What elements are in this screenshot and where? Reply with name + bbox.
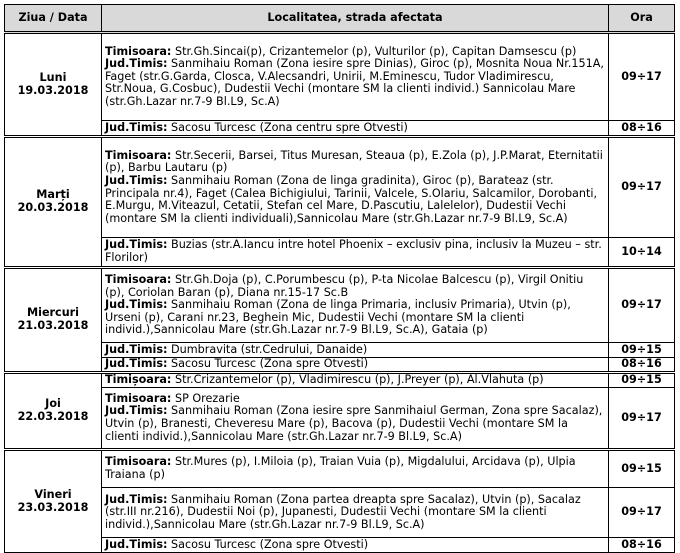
street-list: Sanmihaiu Roman (Zona iesire spre Dinias), Giroc (p), Mosnita Noua Nr.151A, Faget (str.G.Garda, Closca, V.Alecsandri, Unirii, M.Eminescu, Tudor Vladimirescu, Str.Noua, G.Cosbuc), Dudestii Vechi (montare SM la clienti individ.) Sannicolau Mare (str.Gh.Lazar nr.7-9 Bl.L9, Sc.A) [105,57,604,108]
day-cell [5,450,102,553]
day-name: Luni [39,70,67,84]
table-row [5,388,675,450]
street-list: Str.Gh.Doja (p), C.Porumbescu (p), P-ta Nicolae Balcescu (p), Virgil Onitiu (p), Coriolan Baran (p), Diana nr.15-17 Sc.B [105,273,584,299]
area-label: Jud.Timis: [105,238,168,252]
location-cell [102,388,609,450]
table-row [5,33,675,121]
day-cell [5,33,102,137]
day-cell [5,268,102,373]
area-label: Jud.Timis: [105,404,168,418]
street-list: Buzias (str.A.Iancu intre hotel Phoenix – exclusiv pina, inclusiv la Muzeu – str. Florilor) [105,238,602,264]
table-row [5,137,675,238]
hour-cell: 09÷17 [609,268,675,343]
street-list: Str.Secerii, Barsei, Titus Muresan, Steaua (p), E.Zola (p), J.P.Marat, Eternitatii (p), Barbu Lautaru (p) [105,148,603,175]
outage-schedule-table [4,4,675,553]
location-entry [105,58,605,108]
street-list: Str.Gh.Sincai(p), Crizantemelor (p), Vulturilor (p), Capitan Damsescu (p) [171,44,577,58]
street-list: Sanmihaiu Roman (Zona de linga gradinita), Giroc (p), Barateaz (str. Principala nr.4), Faget (Calea Bichigiului, Tarinii, Valcele, S.Olariu, Salcamilor, Dorobanti, E.Murgu, M.Viteazul, Cetatii, Stefan cel Mare, D.Pascutiu, Lalelelor), Dudestii Vechi (montare SM la clienti individuali),Sannicolau Mare (str.Gh.Lazar nr.7-9 Bl.L9, Sc.A) [105,173,598,225]
location-cell [102,343,609,358]
area-label: Jud.Timis: [105,298,168,312]
table-row [5,268,675,343]
street-list: Sacosu Turcesc (Zona spre Otvesti) [167,537,369,551]
day-date: 20.03.2018 [17,201,89,214]
location-cell [102,121,609,137]
area-label: Timisoara: [105,148,172,162]
location-cell [102,488,609,538]
table-row [5,538,675,553]
area-label: Jud.Timis: [105,492,168,506]
table-row [5,450,675,488]
day-name: Vineri [34,487,72,501]
day-date: 21.03.2018 [17,319,89,332]
area-label: Timisoara: [105,391,172,405]
header-location: Localitatea, strada afectata [102,5,609,33]
location-entry [105,405,605,443]
day-name: Joi [45,397,61,411]
location-entry [105,456,605,481]
area-label: Timisoara: [105,44,172,58]
location-entry [105,274,605,299]
day-cell [5,373,102,450]
header-date: Ziua / Data [5,5,102,33]
table-row [5,238,675,268]
location-entry [105,374,605,387]
location-cell [102,137,609,238]
street-list: Sacosu Turcesc (Zona centru spre Otvesti) [167,120,408,134]
hour-cell: 09÷17 [609,488,675,538]
area-label: Jud.Timis: [105,537,168,551]
location-entry [105,344,605,357]
area-label: Jud.Timis: [105,173,168,187]
hour-cell: 08÷16 [609,121,675,137]
street-list: Sanmihaiu Roman (Zona de linga Primaria, inclusiv Primaria), Utvin (p), Urseni (p), Carani nr.23, Beghein Mic, Dudestii Vechi (montare SM la clienti individ.),Sannicolau Mare (str.Gh.Lazar nr.7-9 Bl.L9, Sc.A), Gataia (p) [105,298,571,337]
area-label: Jud.Timis: [105,120,168,134]
hour-cell: 09÷17 [609,388,675,450]
location-cell [102,450,609,488]
table-row [5,358,675,373]
day-name: Marți [36,188,70,202]
table-row [5,373,675,388]
table-row [5,343,675,358]
hour-cell: 09÷17 [609,33,675,121]
area-label: Timisoara: [105,455,172,469]
hour-cell: 09÷15 [609,373,675,388]
street-list: SP Orezarie [171,391,240,405]
location-entry [105,358,605,371]
location-entry [105,175,605,225]
location-cell [102,358,609,373]
location-cell [102,238,609,268]
location-cell [102,268,609,343]
header-hour: Ora [609,5,675,33]
location-entry [105,539,605,552]
hour-cell: 08÷16 [609,538,675,553]
hour-cell: 09÷15 [609,450,675,488]
hour-cell: 08÷16 [609,358,675,373]
street-list: Sanmihaiu Roman (Zona partea dreapta spre Sacalaz), Utvin (p), Sacalaz (str.III nr.216), Dudestii Noi (p), Jupanesti, Dudestii Vechi (montare SM la clienti individ.),Sannicolau Mare (str.Gh.Lazar nr.7-9 Bl.L9, Sc.A) [105,492,581,531]
day-name: Miercuri [26,306,80,320]
hour-cell: 09÷15 [609,343,675,358]
area-label: Timisoara: [105,273,172,287]
street-list: Dumbravita (str.Cedrului, Danaide) [167,342,368,356]
table-row [5,488,675,538]
day-date: 22.03.2018 [17,410,89,423]
location-cell [102,33,609,121]
location-entry [105,150,605,175]
street-list: Sacosu Turcesc (Zona spre Otvesti) [167,357,369,371]
day-cell [5,137,102,268]
hour-cell: 09÷17 [609,137,675,238]
area-label: Timișoara: [105,373,172,387]
location-entry [105,494,605,532]
day-date: 19.03.2018 [17,83,89,97]
area-label: Jud.Timis: [105,57,168,71]
street-list: Str.Mures (p), I.Miloia (p), Traian Vuia (p), Migdalului, Arcidava (p), Ulpia Traiana (p) [105,455,576,481]
table-row [5,121,675,137]
schedule-body [5,33,675,553]
header-row [5,5,675,33]
hour-cell: 10÷14 [609,238,675,268]
location-cell [102,538,609,553]
location-entry [105,299,605,337]
street-list: Str.Crizantemelor (p), Vladimirescu (p), J.Preyer (p), Al.Vlahuta (p) [171,373,544,387]
street-list: Sanmihaiu Roman (Zona iesire spre Sanmihaiul German, Zona spre Sacalaz), Utvin (p), Branesti, Cheveresu Mare (p), Bacova (p), Dudestii Vechi (montare SM la clienti individ.),Sannicolau Mare (str.Gh.Lazar nr.7-9 Bl.L9, Sc.A) [105,404,603,443]
location-cell [102,373,609,388]
location-entry [105,239,605,264]
location-entry [105,122,605,135]
area-label: Jud.Timis: [105,357,168,371]
day-date: 23.03.2018 [17,500,89,514]
area-label: Jud.Timis: [105,342,168,356]
